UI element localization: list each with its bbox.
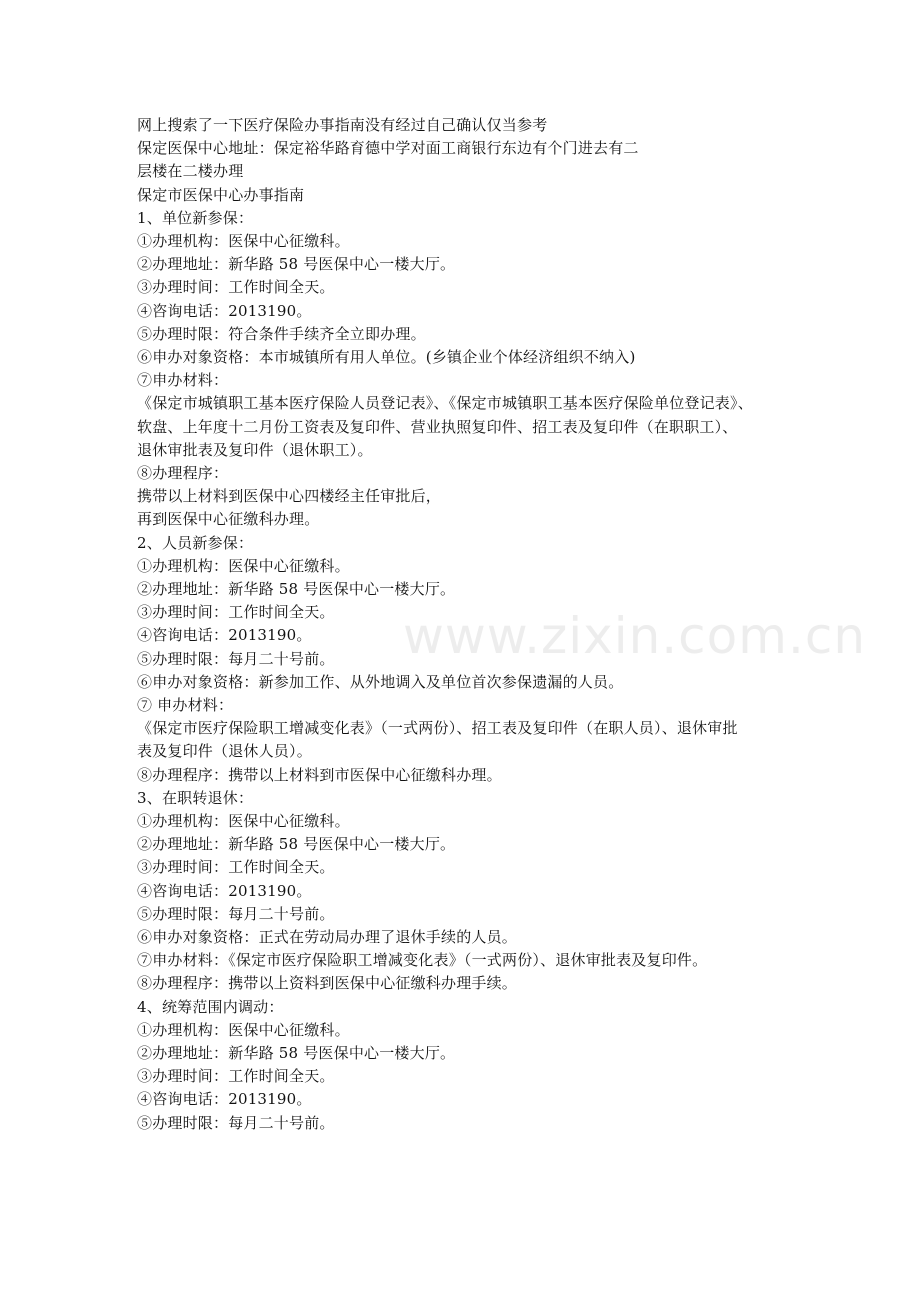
- text-line: ⑦申办材料：《保定市医疗保险职工增减变化表》（一式两份）、退休审批表及复印件。: [137, 951, 708, 970]
- text-line: 软盘、上年度十二月份工资表及复印件、营业执照复印件、招工表及复印件（在职职工）、: [137, 417, 738, 436]
- text-line: ⑦ 申办材料：: [137, 696, 234, 714]
- text-line: 表及复印件（退休人员）。: [137, 742, 312, 761]
- text-line: 《保定市医疗保险职工增减变化表》（一式两份）、招工表及复印件（在职人员）、退休审批: [137, 719, 738, 738]
- text-line: ④咨询电话：2013190。: [137, 626, 312, 645]
- text-line: ⑧办理程序：携带以上材料到市医保中心征缴科办理。: [137, 765, 502, 784]
- text-line: ②办理地址：新华路 58 号医保中心一楼大厅。: [137, 835, 456, 854]
- text-line: ⑤办理时限：每月二十号前。: [137, 649, 335, 668]
- text-line: 层楼在二楼办理: [137, 162, 244, 181]
- text-line: ①办理机构：医保中心征缴科。: [137, 1020, 350, 1039]
- text-line: ④咨询电话：2013190。: [137, 301, 312, 320]
- text-line: 《保定市城镇职工基本医疗保险人员登记表》、《保定市城镇职工基本医疗保险单位登记表》、: [137, 394, 753, 413]
- text-line: ⑧办理程序：: [137, 464, 229, 482]
- text-line: ④咨询电话：2013190。: [137, 1090, 312, 1109]
- text-line: ⑤办理时限：每月二十号前。: [137, 1113, 335, 1132]
- text-line: ①办理机构：医保中心征缴科。: [137, 232, 350, 250]
- text-line: ⑤办理时限：每月二十号前。: [137, 904, 335, 923]
- text-line: 保定医保中心地址：保定裕华路育德中学对面工商银行东边有个门进去有二: [137, 139, 639, 158]
- text-line: 网上搜索了一下医疗保险办事指南没有经过自己确认仅当参考: [137, 116, 548, 134]
- text-line: ⑤办理时限：符合条件手续齐全立即办理。: [137, 324, 426, 343]
- text-line: ③办理时间：工作时间全天。: [137, 858, 335, 877]
- watermark: www.zixin.com.cn: [403, 607, 867, 665]
- text-line: 3、在职转退休：: [137, 788, 254, 807]
- text-line: 4、统筹范围内调动：: [137, 997, 284, 1016]
- text-line: ⑧办理程序：携带以上资料到医保中心征缴科办理手续。: [137, 974, 518, 993]
- text-line: ①办理机构：医保中心征缴科。: [137, 812, 350, 830]
- text-line: ⑥申办对象资格：正式在劳动局办理了退休手续的人员。: [137, 928, 518, 946]
- text-line: ③办理时间：工作时间全天。: [137, 1067, 335, 1086]
- text-line: ⑥申办对象资格：新参加工作、从外地调入及单位首次参保遗漏的人员。: [137, 672, 624, 691]
- text-line: ③办理时间：工作时间全天。: [137, 278, 335, 297]
- text-line: 退休审批表及复印件（退休职工）。: [137, 440, 373, 459]
- text-line: ⑦申办材料：: [137, 371, 229, 390]
- text-line: ①办理机构：医保中心征缴科。: [137, 556, 350, 575]
- text-line: ②办理地址：新华路 58 号医保中心一楼大厅。: [137, 255, 456, 274]
- text-line: 保定市医保中心办事指南: [137, 185, 305, 204]
- text-line: 再到医保中心征缴科办理。: [137, 510, 320, 529]
- text-line: ⑥申办对象资格：本市城镇所有用人单位。(乡镇企业个体经济组织不纳入): [137, 348, 636, 366]
- text-line: ③办理时间：工作时间全天。: [137, 603, 335, 622]
- text-line: ②办理地址：新华路 58 号医保中心一楼大厅。: [137, 580, 456, 598]
- text-line: ②办理地址：新华路 58 号医保中心一楼大厅。: [137, 1044, 456, 1062]
- text-line: ④咨询电话：2013190。: [137, 881, 312, 900]
- text-line: 2、人员新参保：: [137, 533, 254, 552]
- text-line: 携带以上材料到医保中心四楼经主任审批后，: [137, 487, 442, 506]
- text-line: 1、单位新参保：: [137, 208, 254, 227]
